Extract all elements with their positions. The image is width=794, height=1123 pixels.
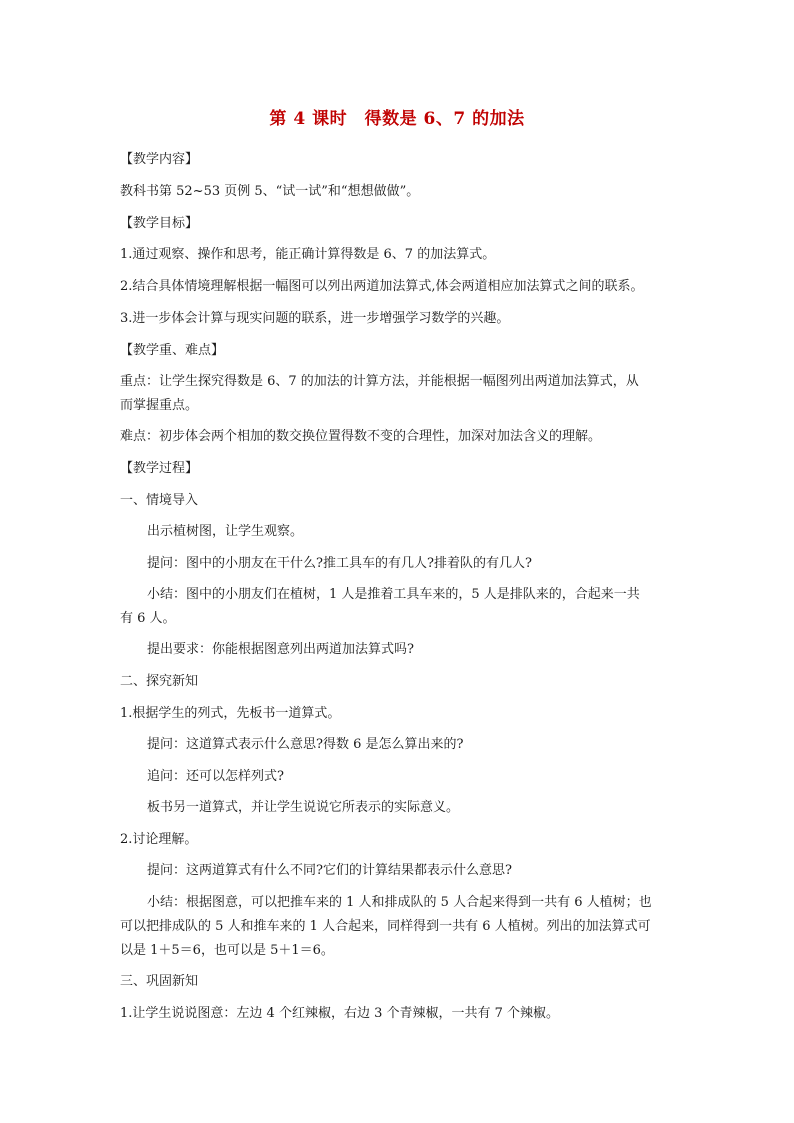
process-part-1-summary: 小结：图中的小朋友们在植树，1 人是推着工具车来的，5 人是排队来的，合起来一共 <box>147 587 640 602</box>
process-part-3-heading: 三、巩固新知 <box>120 974 199 989</box>
process-part-2-step-1: 1.根据学生的列式，先板书一道算式。 <box>120 706 341 721</box>
process-part-1-item: 出示植树图，让学生观察。 <box>147 524 304 539</box>
section-heading-key-points: 【教学重、难点】 <box>120 343 225 358</box>
process-part-2-summary-end: 以是 1＋5＝6，也可以是 5＋1＝6。 <box>120 943 334 958</box>
process-part-1-heading: 一、情境导入 <box>120 493 199 508</box>
process-part-2-summary-continued: 可以把排成队的 5 人和推车来的 1 人合起来，同样得到一共有 6 人植树。列出的加法算式可 <box>120 919 651 934</box>
process-part-1-request: 提出要求：你能根据图意列出两道加法算式吗? <box>147 642 414 657</box>
goal-item-1: 1.通过观察、操作和思考，能正确计算得数是 6、7 的加法算式。 <box>120 247 496 262</box>
section-heading-goals: 【教学目标】 <box>120 216 199 231</box>
key-point-text-continued: 而掌握重点。 <box>120 398 199 413</box>
lesson-title: 第 4 课时 得数是 6、7 的加法 <box>269 109 525 129</box>
difficulty-text: 难点：初步体会两个相加的数交换位置得数不变的合理性，加深对加法含义的理解。 <box>120 429 602 444</box>
process-part-2-follow-up: 追问：还可以怎样列式? <box>147 769 284 784</box>
section-heading-content: 【教学内容】 <box>120 152 199 167</box>
content-text: 教科书第 52~53 页例 5、“试一试”和“想想做做”。 <box>120 184 420 199</box>
process-part-2-heading: 二、探究新知 <box>120 674 199 689</box>
process-part-1-summary-continued: 有 6 人。 <box>120 611 176 626</box>
process-part-2-discussion: 提问：这两道算式有什么不同?它们的计算结果都表示什么意思? <box>147 863 512 878</box>
goal-item-2: 2.结合具体情境理解根据一幅图可以列出两道加法算式,体会两道相应加法算式之间的联系。 <box>120 279 644 294</box>
section-heading-process: 【教学过程】 <box>120 461 199 476</box>
key-point-text: 重点：让学生探究得数是 6、7 的加法的计算方法，并能根据一幅图列出两道加法算式，从 <box>120 374 639 389</box>
process-part-2-step-2: 2.讨论理解。 <box>120 832 198 847</box>
goal-item-3: 3.进一步体会计算与现实问题的联系，进一步增强学习数学的兴趣。 <box>120 311 510 326</box>
process-part-1-question: 提问：图中的小朋友在干什么?推工具车的有几人?排着队的有几人? <box>147 556 532 571</box>
process-part-3-item: 1.让学生说说图意：左边 4 个红辣椒，右边 3 个青辣椒，一共有 7 个辣椒。 <box>120 1006 560 1021</box>
process-part-2-question: 提问：这道算式表示什么意思?得数 6 是怎么算出来的? <box>147 737 464 752</box>
process-part-2-board-note: 板书另一道算式，并让学生说说它所表示的实际意义。 <box>147 800 460 815</box>
process-part-2-summary: 小结：根据图意，可以把推车来的 1 人和排成队的 5 人合起来得到一共有 6 人植树；也 <box>147 895 652 910</box>
